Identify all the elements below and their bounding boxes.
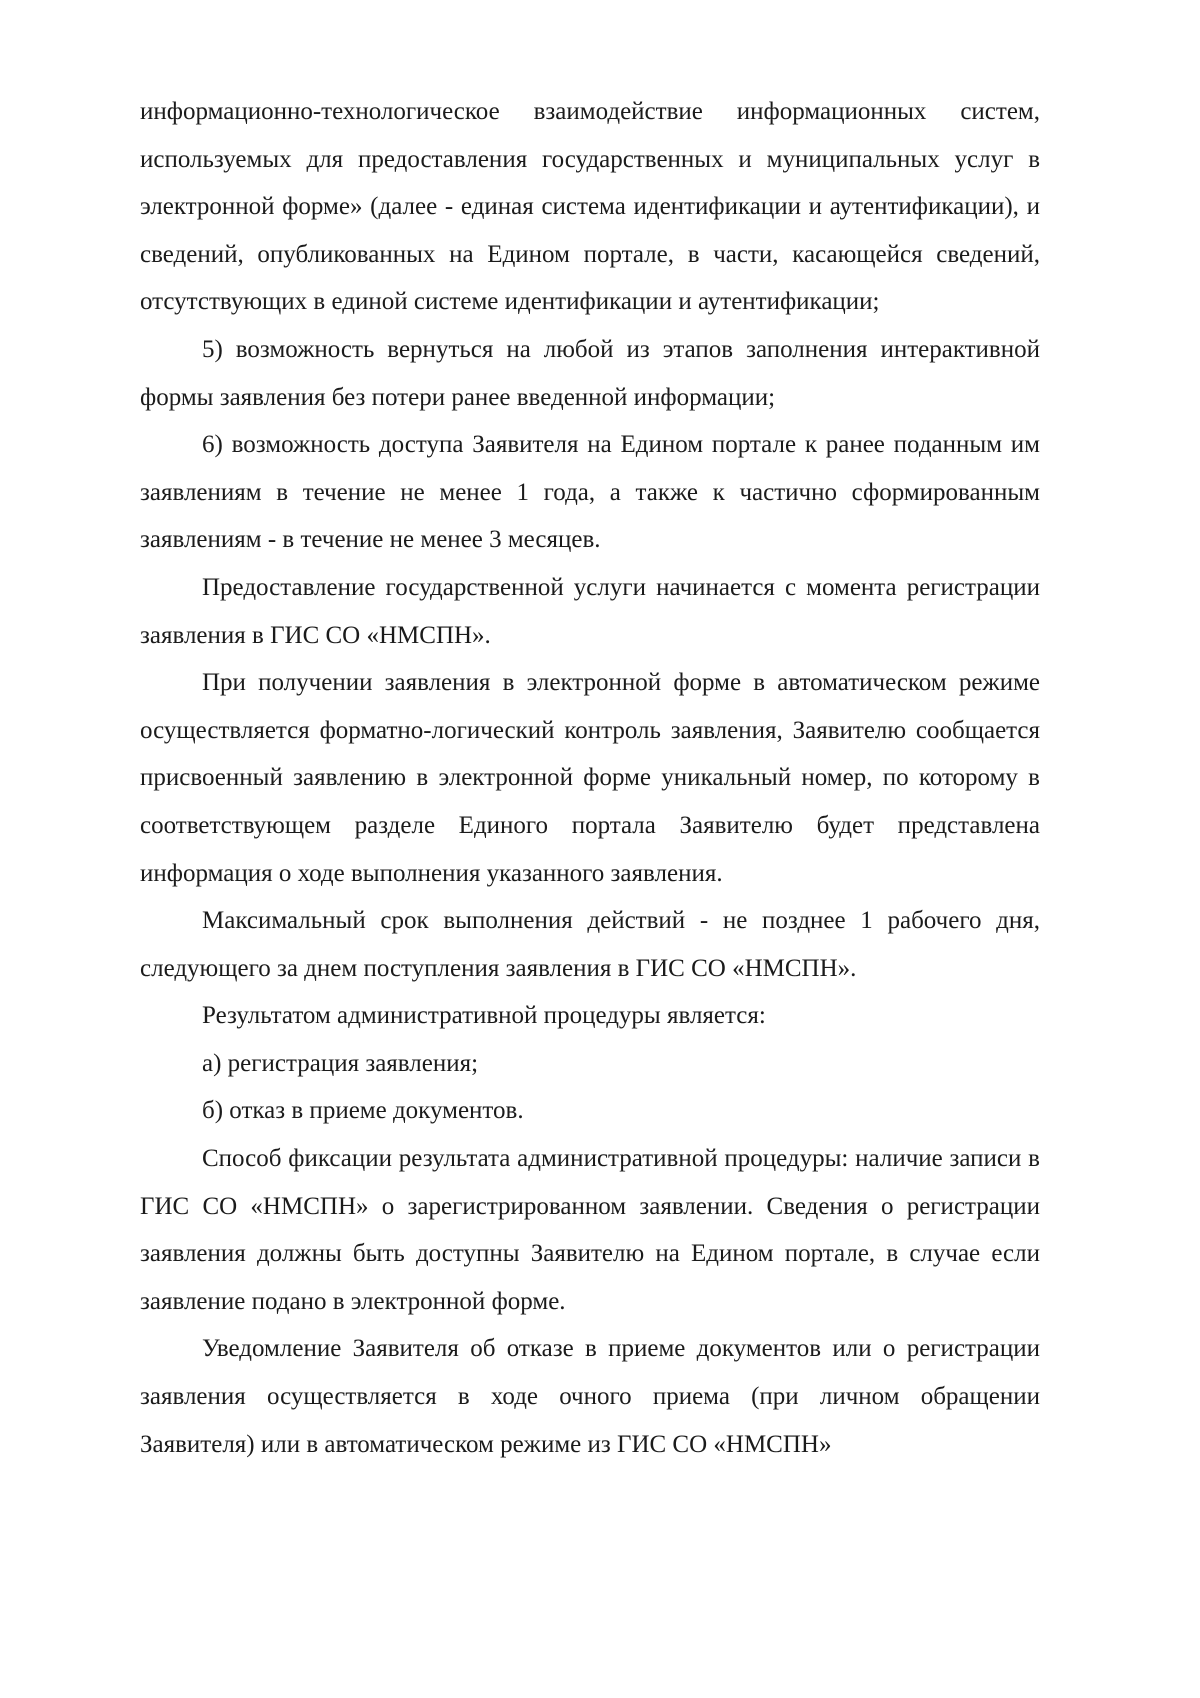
paragraph-max-term: Максимальный срок выполнения действий - не позднее 1 рабочего дня, следующего за днем поступления заявления в ГИС СО «НМСПН». xyxy=(140,907,1040,982)
paragraph-continuation: информационно-технологическое взаимодействие информационных систем, используемых для предоставления государственных и муниципальных услуг в электронной форме» (далее - единая система идентификации и аутентификации), и сведений, опубликованных на Едином портале, в части, касающейся сведений, отсутствующих в единой системе идентификации и аутентификации; xyxy=(140,98,1040,316)
paragraph-notification: Уведомление Заявителя об отказе в приеме документов или о регистрации заявления осуществляется в ходе очного приема (при личном обращении Заявителя) или в автоматическом режиме из ГИС СО «НМСПН» xyxy=(140,1335,1040,1458)
paragraph-result-a: а) регистрация заявления; xyxy=(202,1049,479,1077)
paragraph-result-heading: Результатом административной процедуры является: xyxy=(202,1002,766,1030)
paragraph-service-start: Предоставление государственной услуги начинается с момента регистрации заявления в ГИС СО «НМСПН». xyxy=(140,573,1040,649)
paragraph-item-6: 6) возможность доступа Заявителя на Едином портале к ранее поданным им заявлениям в течение не менее 1 года, а также к частично сформированным заявлениям - в течение не менее 3 месяцев. xyxy=(140,431,1040,554)
paragraph-result-b: б) отказ в приеме документов. xyxy=(202,1097,524,1125)
paragraph-fixation-method: Способ фиксации результата административной процедуры: наличие записи в ГИС СО «НМСПН» о зарегистрированном заявлении. Сведения о регистрации заявления должны быть доступны Заявителю на Едином портале, в случае если заявление подано в электронной форме. xyxy=(140,1145,1040,1315)
paragraph-electronic-receipt: При получении заявления в электронной форме в автоматическом режиме осуществляется форматно-логический контроль заявления, Заявителю сообщается присвоенный заявлению в электронной форме уникальный номер, по которому в соответствующем разделе Единого портала Заявителю будет представлена информация о ходе выполнения указанного заявления. xyxy=(140,669,1040,887)
document-body xyxy=(140,88,1040,1468)
paragraph-item-5: 5) возможность вернуться на любой из этапов заполнения интерактивной формы заявления без потери ранее введенной информации; xyxy=(140,335,1040,411)
